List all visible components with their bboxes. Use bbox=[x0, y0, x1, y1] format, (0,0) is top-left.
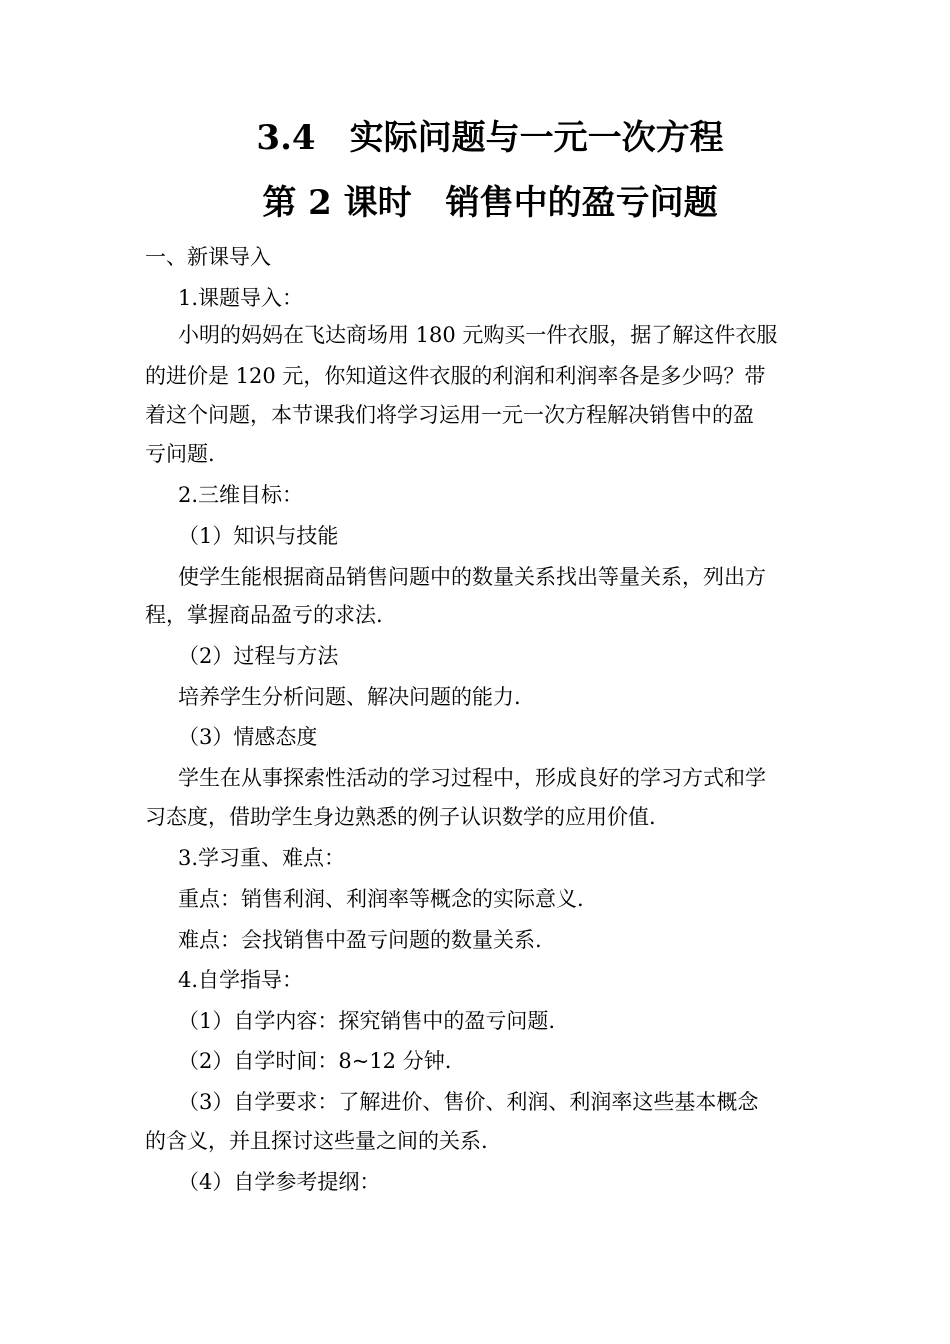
subheading-knowledge-skills: （1）知识与技能 bbox=[178, 524, 339, 548]
heading-self-study-guide: 4.自学指导： bbox=[178, 968, 304, 992]
paragraph-line: 的含义，并且探讨这些量之间的关系. bbox=[145, 1129, 488, 1153]
paragraph-line: 培养学生分析问题、解决问题的能力. bbox=[178, 685, 521, 709]
paragraph-line: 使学生能根据商品销售问题中的数量关系找出等量关系，列出方 bbox=[178, 565, 766, 589]
list-item: （1）自学内容：探究销售中的盈亏问题. bbox=[178, 1009, 556, 1033]
section-title: 3.4 实际问题与一元一次方程 bbox=[256, 118, 724, 158]
paragraph-line: 亏问题. bbox=[145, 442, 215, 466]
list-item: （3）自学要求：了解进价、售价、利润、利润率这些基本概念 bbox=[178, 1090, 759, 1114]
paragraph-line: 的进价是 120 元，你知道这件衣服的利润和利润率各是多少吗？带 bbox=[145, 364, 766, 388]
subheading-process-method: （2）过程与方法 bbox=[178, 644, 339, 668]
heading-new-lesson-intro: 一、新课导入 bbox=[145, 245, 271, 269]
paragraph-line: 程，掌握商品盈亏的求法. bbox=[145, 603, 383, 627]
heading-topic-intro: 1.课题导入： bbox=[178, 286, 304, 310]
lesson-subtitle: 第 2 课时 销售中的盈亏问题 bbox=[262, 183, 718, 223]
heading-key-points: 3.学习重、难点： bbox=[178, 846, 346, 870]
list-item: （4）自学参考提纲： bbox=[178, 1170, 381, 1194]
paragraph-line: 习态度，借助学生身边熟悉的例子认识数学的应用价值. bbox=[145, 805, 656, 829]
list-item: （2）自学时间：8~12 分钟. bbox=[178, 1049, 452, 1073]
subheading-emotion-attitude: （3）情感态度 bbox=[178, 725, 318, 749]
paragraph-line: 难点：会找销售中盈亏问题的数量关系. bbox=[178, 928, 542, 952]
heading-three-goals: 2.三维目标： bbox=[178, 483, 304, 507]
paragraph-line: 着这个问题，本节课我们将学习运用一元一次方程解决销售中的盈 bbox=[145, 403, 754, 427]
paragraph-line: 学生在从事探索性活动的学习过程中，形成良好的学习方式和学 bbox=[178, 766, 766, 790]
paragraph-line: 小明的妈妈在飞达商场用 180 元购买一件衣服，据了解这件衣服 bbox=[178, 323, 778, 347]
paragraph-line: 重点：销售利润、利润率等概念的实际意义. bbox=[178, 887, 584, 911]
